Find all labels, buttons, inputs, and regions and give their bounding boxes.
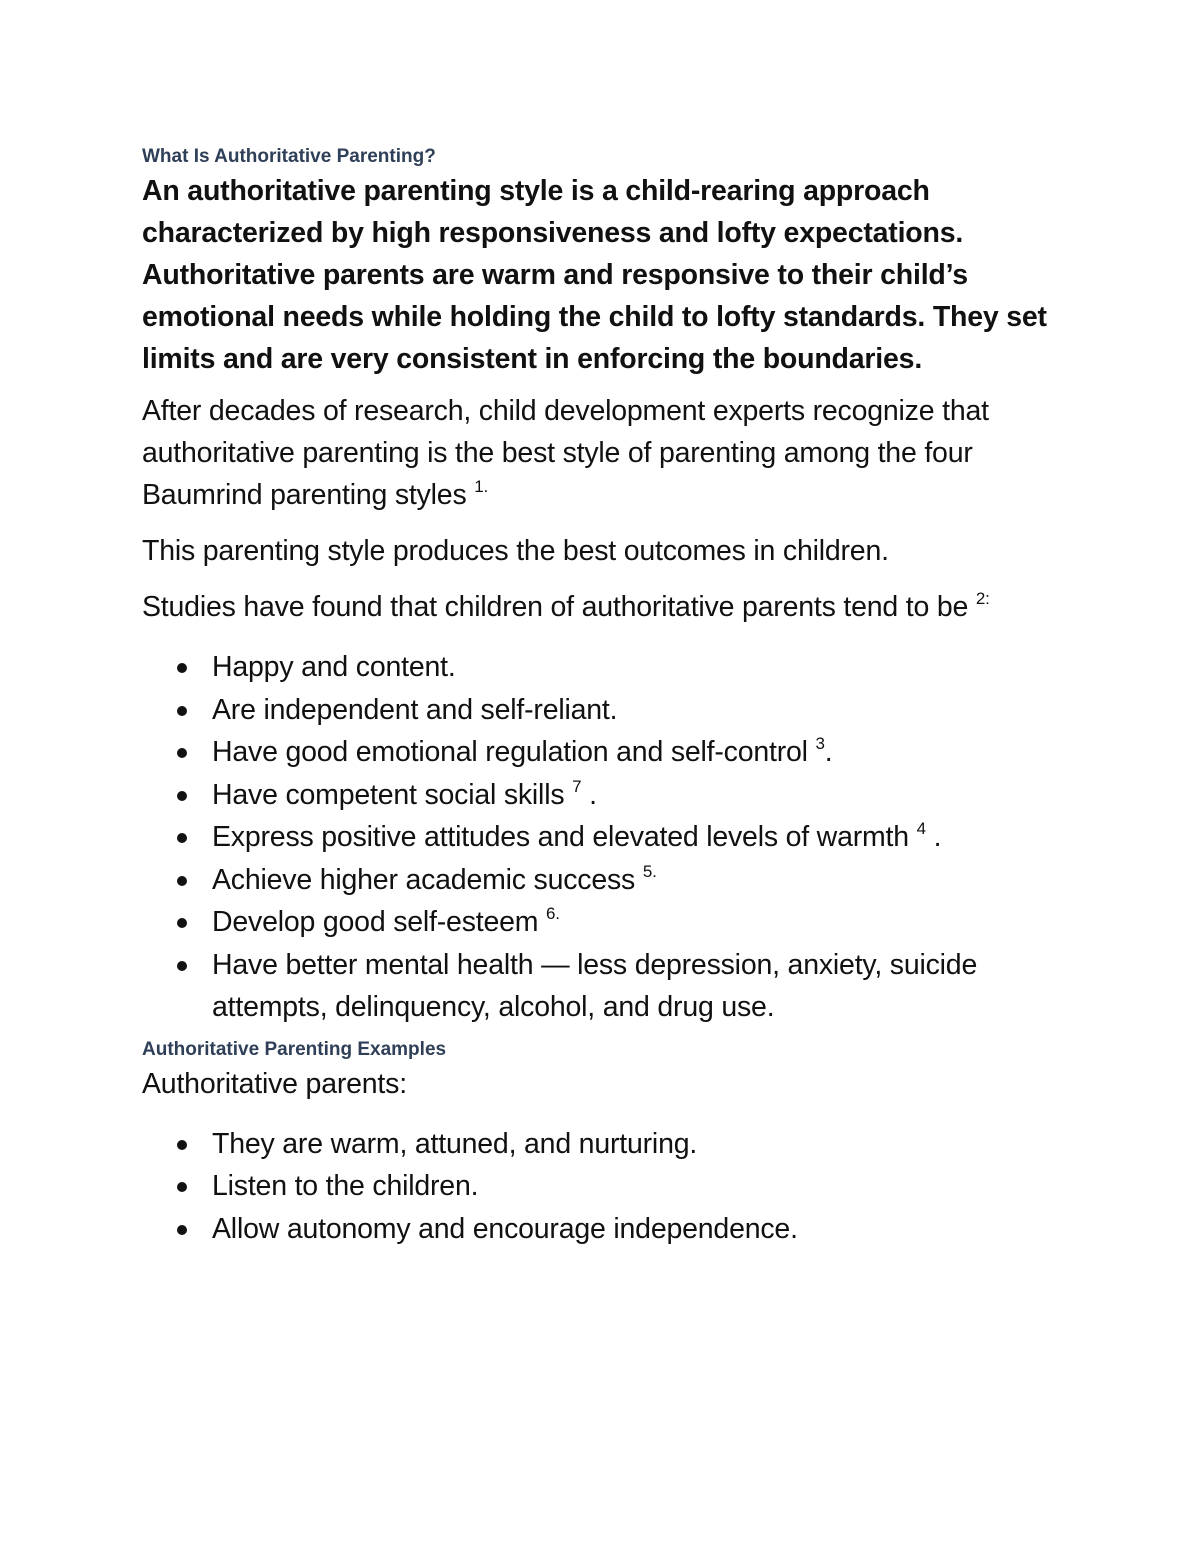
footnote-ref: 2:	[975, 589, 990, 608]
list-item-text: Develop good self-esteem	[212, 906, 547, 938]
bullet-icon	[177, 833, 187, 843]
bullet-icon	[177, 663, 187, 673]
list-item	[142, 859, 1072, 902]
list-item-text: Are independent and self-reliant.	[212, 693, 618, 726]
footnote-ref: 6.	[546, 904, 560, 923]
bullet-icon	[177, 961, 187, 971]
footnote-ref: 4	[916, 819, 926, 838]
bullet-icon	[177, 1182, 187, 1192]
outcomes-list	[142, 646, 1072, 1029]
list-item-punct: .	[581, 778, 597, 811]
list-item-text: Have good emotional regulation and self-control	[212, 736, 816, 768]
examples-intro: Authoritative parents:	[142, 1067, 407, 1100]
list-item	[142, 646, 1072, 689]
list-item	[142, 731, 1072, 774]
list-item-punct: .	[824, 736, 833, 768]
bullet-icon	[177, 706, 187, 716]
lead-paragraph: An authoritative parenting style is a child-rearing approach characterized by high responsiveness and lofty expectations. Authoritative parents are warm and responsive to their child’s emotional needs while holding the child to lofty standards. They set limits and are very consistent in enforcing the boundaries.	[142, 175, 1047, 375]
bullet-icon	[177, 791, 187, 801]
list-item-punct: .	[925, 821, 942, 853]
list-item	[142, 1123, 1072, 1166]
studies-text: Studies have found that children of authoritative parents tend to be	[142, 591, 976, 623]
list-item	[142, 816, 1072, 859]
list-item	[142, 1165, 1072, 1208]
footnote-ref: 3	[815, 734, 825, 753]
list-item-text: They are warm, attuned, and nurturing.	[212, 1127, 698, 1160]
footnote-ref: 1.	[474, 477, 489, 496]
list-item-text: Express positive attitudes and elevated levels of warmth	[212, 821, 917, 853]
research-text: After decades of research, child development experts recognize that authoritative parenting is the best style of parenting among the four Baumrind parenting styles	[142, 395, 989, 511]
examples-list	[142, 1123, 1072, 1251]
list-item-text: Have better mental health — less depression, anxiety, suicide attempts, delinquency, alcohol, and drug use.	[212, 948, 978, 1023]
bullet-icon	[177, 1140, 187, 1150]
list-item	[142, 901, 1072, 944]
list-item-text: Achieve higher academic success	[212, 863, 643, 896]
list-item	[142, 1208, 1072, 1251]
list-item	[142, 944, 1072, 1029]
document-page	[142, 144, 1072, 1258]
section-heading-examples: Authoritative Parenting Examples	[142, 1038, 447, 1060]
list-item	[142, 689, 1072, 732]
bullet-icon	[177, 918, 187, 928]
list-item-text: Allow autonomy and encourage independence.	[212, 1212, 798, 1245]
footnote-ref: 5.	[642, 861, 657, 881]
outcomes-paragraph: This parenting style produces the best outcomes in children.	[142, 535, 889, 567]
list-item-text: Have competent social skills	[212, 778, 573, 811]
list-item-text: Listen to the children.	[212, 1170, 479, 1202]
list-item	[142, 774, 1072, 817]
bullet-icon	[177, 876, 187, 886]
research-paragraph	[142, 390, 1072, 516]
studies-paragraph	[142, 586, 1072, 628]
list-item-text: Happy and content.	[212, 651, 456, 683]
footnote-ref: 7	[572, 776, 582, 796]
bullet-icon	[177, 1225, 187, 1235]
bullet-icon	[177, 748, 187, 758]
section-heading-what-is: What Is Authoritative Parenting?	[142, 146, 436, 167]
